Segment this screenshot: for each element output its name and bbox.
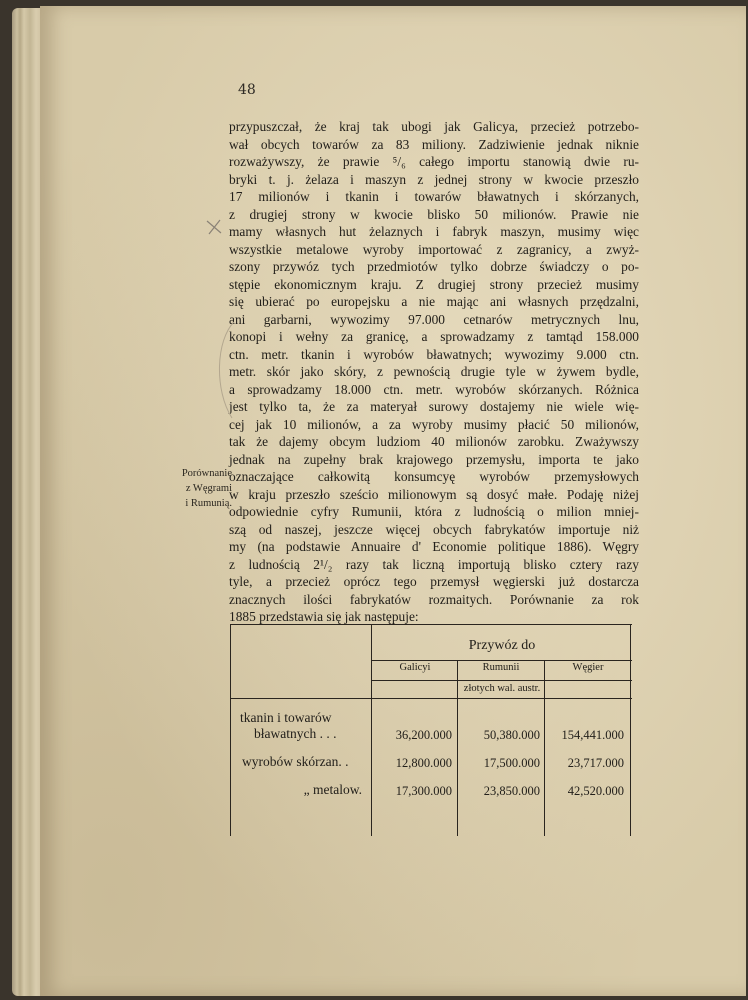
table-rule-body	[230, 698, 632, 699]
margin-note	[162, 466, 232, 511]
text-line: jednak na zupełny brak krajowego przemysłu, importa te jako	[229, 451, 639, 467]
text-line: ctn. metr. tkanin i wyrobów bławatnych; wywozimy 9.000 ctn.	[229, 346, 639, 362]
column-header-rumunii: Rumunii	[482, 662, 520, 673]
text-line: 17 milionów i tkanin i towarów bławatnych i skórzanych,	[229, 189, 639, 204]
text-line: szony przywóz tych przedmiotów tylko dobrze świadczy o po-	[229, 259, 639, 274]
table-cell: 50,380.000	[483, 728, 540, 742]
row-label-wyrobow	[234, 754, 368, 770]
column-header-wegier: Węgier	[572, 662, 604, 673]
text-line: odpowiednie cyfry Rumunii, która z ludnością o milion mniej-	[229, 504, 639, 519]
table-rule-label-col	[371, 624, 372, 836]
text-line: cej jak 10 milionów, a za wyroby musimy płacić 50 milionów,	[229, 416, 639, 432]
text-line: wał obcych towarów za 83 miliony. Zadziwienie jednak niknie	[229, 136, 639, 152]
text-line: tyle, a przecież oprócz tego przemysł węgierski już dostarcza	[229, 574, 639, 589]
text-line: metr. skór jako skóry, z pewnością drugie tyle w żywem bydle,	[229, 364, 639, 379]
import-comparison-table	[230, 624, 632, 836]
pencil-bracket-mark	[208, 320, 238, 420]
margin-note-line: i Rumunią.	[185, 498, 232, 509]
text-line: przypuszczał, że kraj tak ubogi jak Galicya, przecież potrzebo-	[229, 119, 639, 134]
row-label-line: wyrobów skórzan. .	[242, 754, 349, 769]
row-label-line: „ metalow.	[303, 782, 362, 797]
text-line: tak że dajemy obcym ludziom 40 milionów zarobku. Zważywszy	[229, 434, 639, 449]
page-number: 48	[238, 82, 256, 98]
text-line: bryki t. j. żelaza i maszyn z jednej strony w kwocie przeszło	[229, 171, 639, 187]
text-line: szą od naszej, jeszcze więcej obcych fabrykatów importuje niż	[229, 521, 639, 537]
text-line: jest tylko ta, że za materyał surowy dostajemy nie wiele wię-	[229, 399, 639, 414]
text-line: z ludnością 2¹/₂ razy tak liczną importują blisko cztery razy	[229, 556, 639, 572]
row-label-line: tkanin i towarów	[240, 710, 332, 725]
margin-note-line: z Węgrami	[185, 483, 232, 494]
table-rule-right	[630, 624, 631, 836]
text-line: mamy własnych hut żelaznych i fabryk maszyn, musimy więc	[229, 224, 639, 239]
table-rule-columns	[372, 680, 632, 681]
text-line: stępie ekonomicznym kraju. Z drugiej strony przecież musimy	[229, 276, 639, 292]
page-edges	[12, 8, 42, 996]
table-rule-header	[372, 660, 632, 661]
body-text	[229, 118, 639, 626]
table-cell: 23,850.000	[483, 784, 540, 798]
text-line: my (na podstawie Annuaire d' Economie politique 1886). Węgry	[229, 539, 639, 554]
table-cell: 12,800.000	[395, 756, 452, 770]
text-line: się ubierać po europejsku a nie mając ani własnych przędzalni,	[229, 294, 639, 309]
margin-note-line: Porównanie	[181, 468, 232, 479]
text-line: z drugiej strony w kwocie blisko 50 milionów. Prawie nie	[229, 206, 639, 222]
text-line: w kraju przeszło sześcio milionowym są dosyć małe. Podaję niżej	[229, 486, 639, 502]
text-line: ani garbarni, wywozimy 97.000 cetnarów metrycznych lnu,	[229, 311, 639, 327]
table-units: złotych wal. austr.	[463, 683, 541, 694]
text-line: rozważywszy, że prawie ⁵/₆ całego importu stanowią dwie ru-	[229, 154, 639, 169]
table-cell: 36,200.000	[395, 728, 452, 742]
text-line: konopi i wełny za granicę, a sprowadzamy z tamtąd 158.000	[229, 329, 639, 344]
table-cell: 42,520.000	[567, 784, 624, 798]
text-line: wszystkie metalowe wyroby importować z zagranicy, a zwyż-	[229, 241, 639, 257]
text-line: znacznych ilości fabrykatów rozmaitych. Porównanie za rok	[229, 591, 639, 607]
table-cell: 17,500.000	[483, 756, 540, 770]
pencil-cross-mark	[205, 218, 223, 236]
row-label-line: bławatnych . . .	[254, 726, 337, 741]
row-label-metalow	[234, 782, 362, 798]
table-rule-top	[230, 624, 632, 625]
table-header: Przywóz do	[468, 638, 536, 653]
table-cell: 23,717.000	[567, 756, 624, 770]
column-header-galicyi: Galicyi	[399, 662, 431, 673]
table-rule-left	[230, 624, 231, 836]
row-label-tkanin	[234, 710, 368, 742]
table-cell: 154,441.000	[561, 728, 624, 742]
text-line: 1885 przedstawia się jak następuje:	[229, 609, 419, 624]
table-cell: 17,300.000	[395, 784, 452, 798]
text-line: a sprowadzamy 18.000 ctn. metr. wyrobów skórzanych. Różnica	[229, 381, 639, 397]
text-line: oznaczające całkowitą konsumcyę wyrobów przemysłowych	[229, 469, 639, 484]
